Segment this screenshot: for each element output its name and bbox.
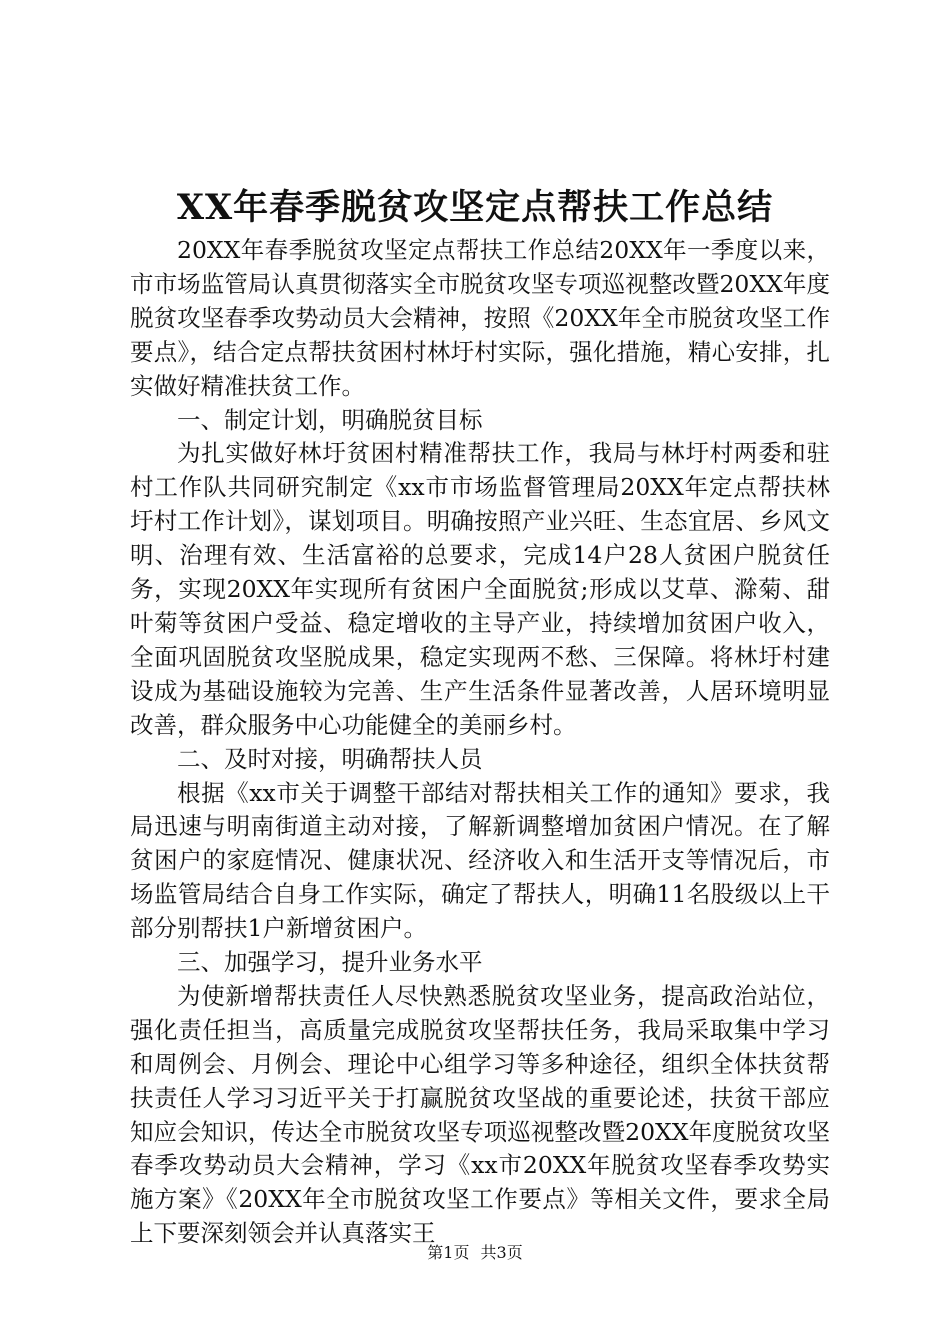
paragraph-section-3: 为使新增帮扶责任人尽快熟悉脱贫攻坚业务，提高政治站位，强化责任担当，高质量完成脱贫攻坚帮扶任务，我局采取集中学习和周例会、月例会、理论中心组学习等多种途径，组织全体扶贫帮扶责任人学习习近平关于打赢脱贫攻坚战的重要论述，扶贫干部应知应会知识，传达全市脱贫攻坚专项巡视整改暨20XX年度脱贫攻坚春季攻势动员大会精神，学习《xx市20XX年脱贫攻坚春季攻势实施方案》《20XX年全市脱贫攻坚工作要点》等相关文件，要求全局上下要深刻领会并认真落实王 [130, 981, 830, 1248]
section-heading-1: 一、制定计划，明确脱贫目标 [177, 405, 483, 434]
section-heading-3: 三、加强学习，提升业务水平 [177, 948, 483, 977]
total-pages: 共3页 [480, 1243, 523, 1262]
section-heading-2: 二、及时对接，明确帮扶人员 [177, 744, 483, 773]
paragraph-section-2: 根据《xx市关于调整干部结对帮扶相关工作的通知》要求，我局迅速与明南街道主动对接，了解新调整增加贫困户情况。在了解贫困户的家庭情况、健康状况、经济收入和生活开支等情况后，市场监管局结合自身工作实际，确定了帮扶人，明确11名股级以上干部分别帮扶1户新增贫困户。 [130, 778, 830, 943]
page-number: 第1页 [427, 1243, 470, 1262]
page-footer [0, 1241, 950, 1265]
paragraph-intro: 20XX年春季脱贫攻坚定点帮扶工作总结20XX年一季度以来，市市场监管局认真贯彻落实全市脱贫攻坚专项巡视整改暨20XX年度脱贫攻坚春季攻势动员大会精神，按照《20XX年全市脱贫攻坚工作要点》，结合定点帮扶贫困村林圩村实际，强化措施，精心安排，扎实做好精准扶贫工作。 [130, 236, 830, 400]
document-title: XX年春季脱贫攻坚定点帮扶工作总结 [176, 187, 774, 228]
paragraph-section-1: 为扎实做好林圩贫困村精准帮扶工作，我局与林圩村两委和驻村工作队共同研究制定《xx市市场监督管理局20XX年定点帮扶林圩村工作计划》，谋划项目。明确按照产业兴旺、生态宜居、乡风文明、治理有效、生活富裕的总要求，完成14户28人贫困户脱贫任务，实现20XX年实现所有贫困户全面脱贫;形成以艾草、滁菊、甜叶菊等贫困户受益、稳定增收的主导产业，持续增加贫困户收入，全面巩固脱贫攻坚脱成果，稳定实现两不愁、三保障。将林圩村建设成为基础设施较为完善、生产生活条件显著改善，人居环境明显改善，群众服务中心功能健全的美丽乡村。 [130, 439, 830, 739]
document-body [130, 234, 830, 1251]
